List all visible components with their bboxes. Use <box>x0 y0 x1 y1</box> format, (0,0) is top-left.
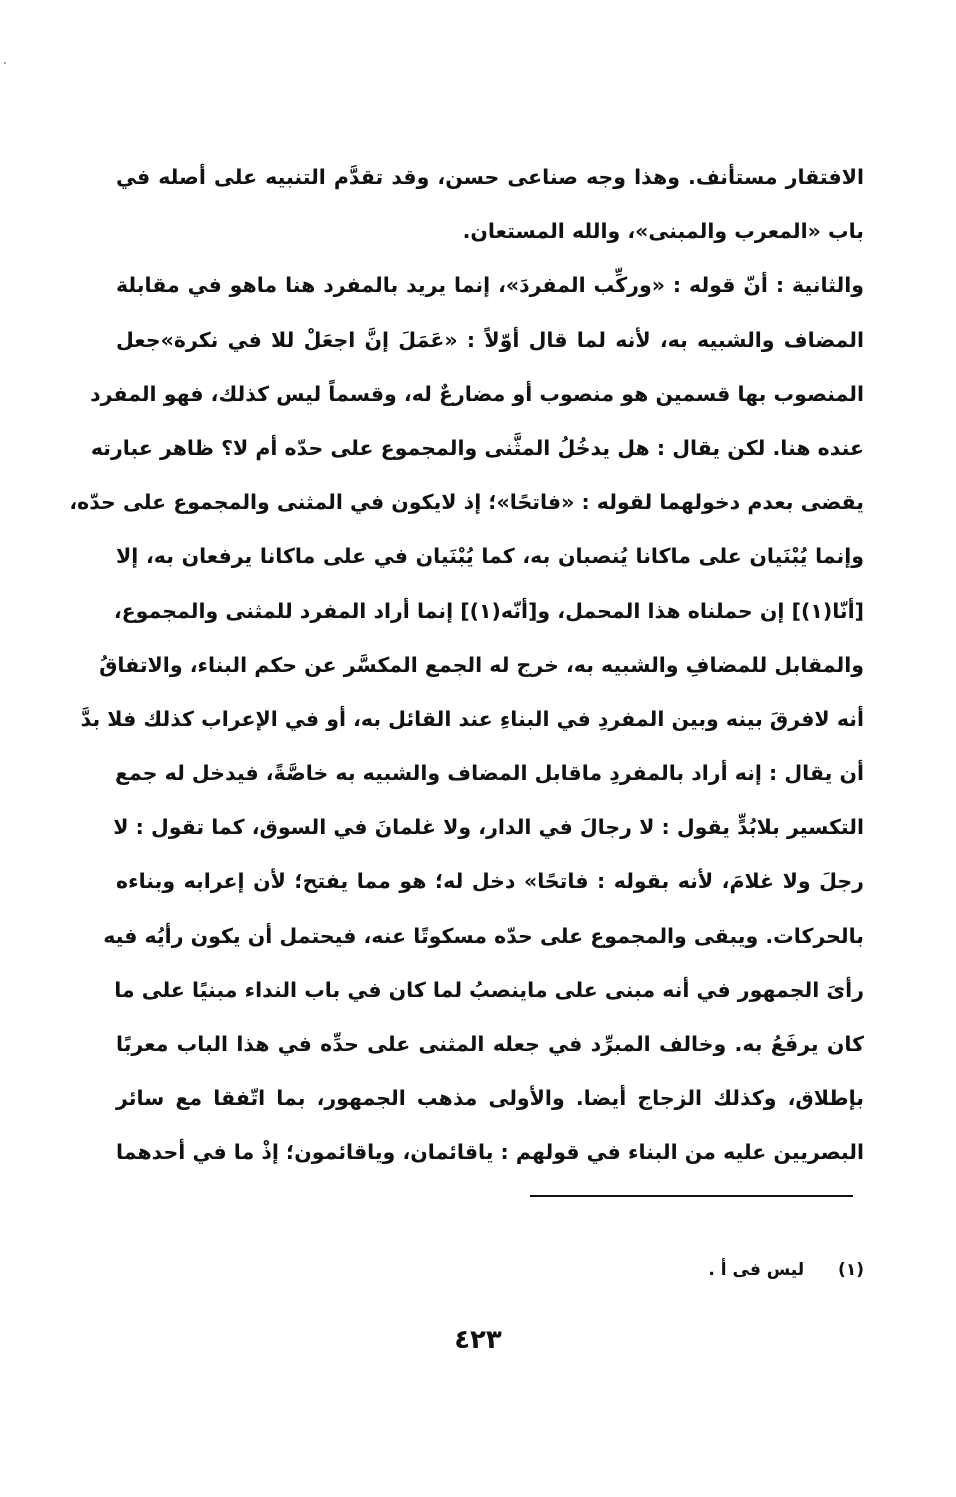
text-line: بالحركات. ويبقى والمجموع على حدّه مسكوتًا عنه، فيحتمل أن يكون رأيُه فيه <box>103 923 864 948</box>
text-line: الافتقار مستأنف. وهذا وجه صناعى حسن، وقد تقدَّم التنبيه على أصله في <box>116 165 864 189</box>
text-line: يقضى بعدم دخولهما لقوله : «فاتحًا»؛ إذ لايكون في المثنى والمجموع على حدّه، <box>69 490 864 515</box>
footnote-number: (١) <box>838 1260 864 1280</box>
text-line: التكسير بلابُدٍّ يقول : لا رجالَ في الدار، ولا غلمانَ في السوق، كما تقول : لا <box>113 815 864 840</box>
text-line: والثانية : أنّ قوله : «وركِّب المفردَ»، إنما يريد بالمفرد هنا ماهو في مقابلة <box>116 273 864 298</box>
text-line: البصريين عليه من البناء في قولهم : ياقائمان، وياقائمون؛ إذْ ما في أحدهما <box>116 1140 864 1165</box>
text-line: باب «المعرب والمبنى»، والله المستعان. <box>462 219 864 244</box>
footnote <box>708 1260 864 1280</box>
text-line: أن يقال : إنه أراد بالمفردِ ماقابل المضاف والشبيه به خاصَّةً، فيدخل له جمع <box>114 761 864 786</box>
text-line: [أنّا(١)] إن حملناه هذا المحمل، و[أنّه(١)] إنما أراد المفرد للمثنى والمجموع، <box>113 598 864 623</box>
text-line: وإنما يُبْنَيان على ماكانا يُنصبان به، كما يُبْنَيان في على ماكانا يرفعان به، إلا <box>116 544 864 569</box>
text-line: عنده هنا. لكن يقال : هل يدخُلُ المثَّنى والمجموع على حدّه أم لا؟ ظاهر عبارته <box>90 435 864 460</box>
text-line: أنه لافرقَ بينه وبين المفردِ في البناءِ عند القائل به، أو في الإعراب كذلك فلا بدَّ <box>80 706 864 731</box>
page-number: ٤٢٣ <box>454 1325 502 1355</box>
footnote-separator <box>530 1195 853 1197</box>
text-line: والمقابل للمضافِ والشبيه به، خرج له الجمع المكسَّر عن حكم البناء، والاتفاقُ <box>99 652 864 677</box>
text-line: رأىَ الجمهور في أنه مبنى على ماينصبُ لما كان في باب النداء مبنيًا على ما <box>114 977 864 1002</box>
text-line: المضاف والشبيه به، لأنه لما قال أوّلاً : «عَمَلَ إنَّ اجعَلْ للا في نكرة»جعل <box>116 327 864 352</box>
body-text <box>69 150 864 1180</box>
text-line: كان يرفَعُ به. وخالف المبرِّد في جعله المثنى على حدِّه في هذا الباب معربًا <box>116 1032 864 1056</box>
footnote-text: ليس فى أ . <box>708 1260 805 1280</box>
text-line: المنصوب بها قسمين هو منصوب أو مضارعٌ له، وقسماً ليس كذلك، فهو المفرد <box>90 381 864 406</box>
text-line: رجلَ ولا غلامَ، لأنه بقوله : فاتحًا» دخل له؛ هو مما يفتح؛ لأن إعرابه وبناءه <box>116 869 864 894</box>
text-line: بإطلاق، وكذلك الزجاج أيضا. والأولى مذهب الجمهور، بما اتّفقا مع سائر <box>116 1086 864 1111</box>
scan-speck <box>4 62 6 64</box>
